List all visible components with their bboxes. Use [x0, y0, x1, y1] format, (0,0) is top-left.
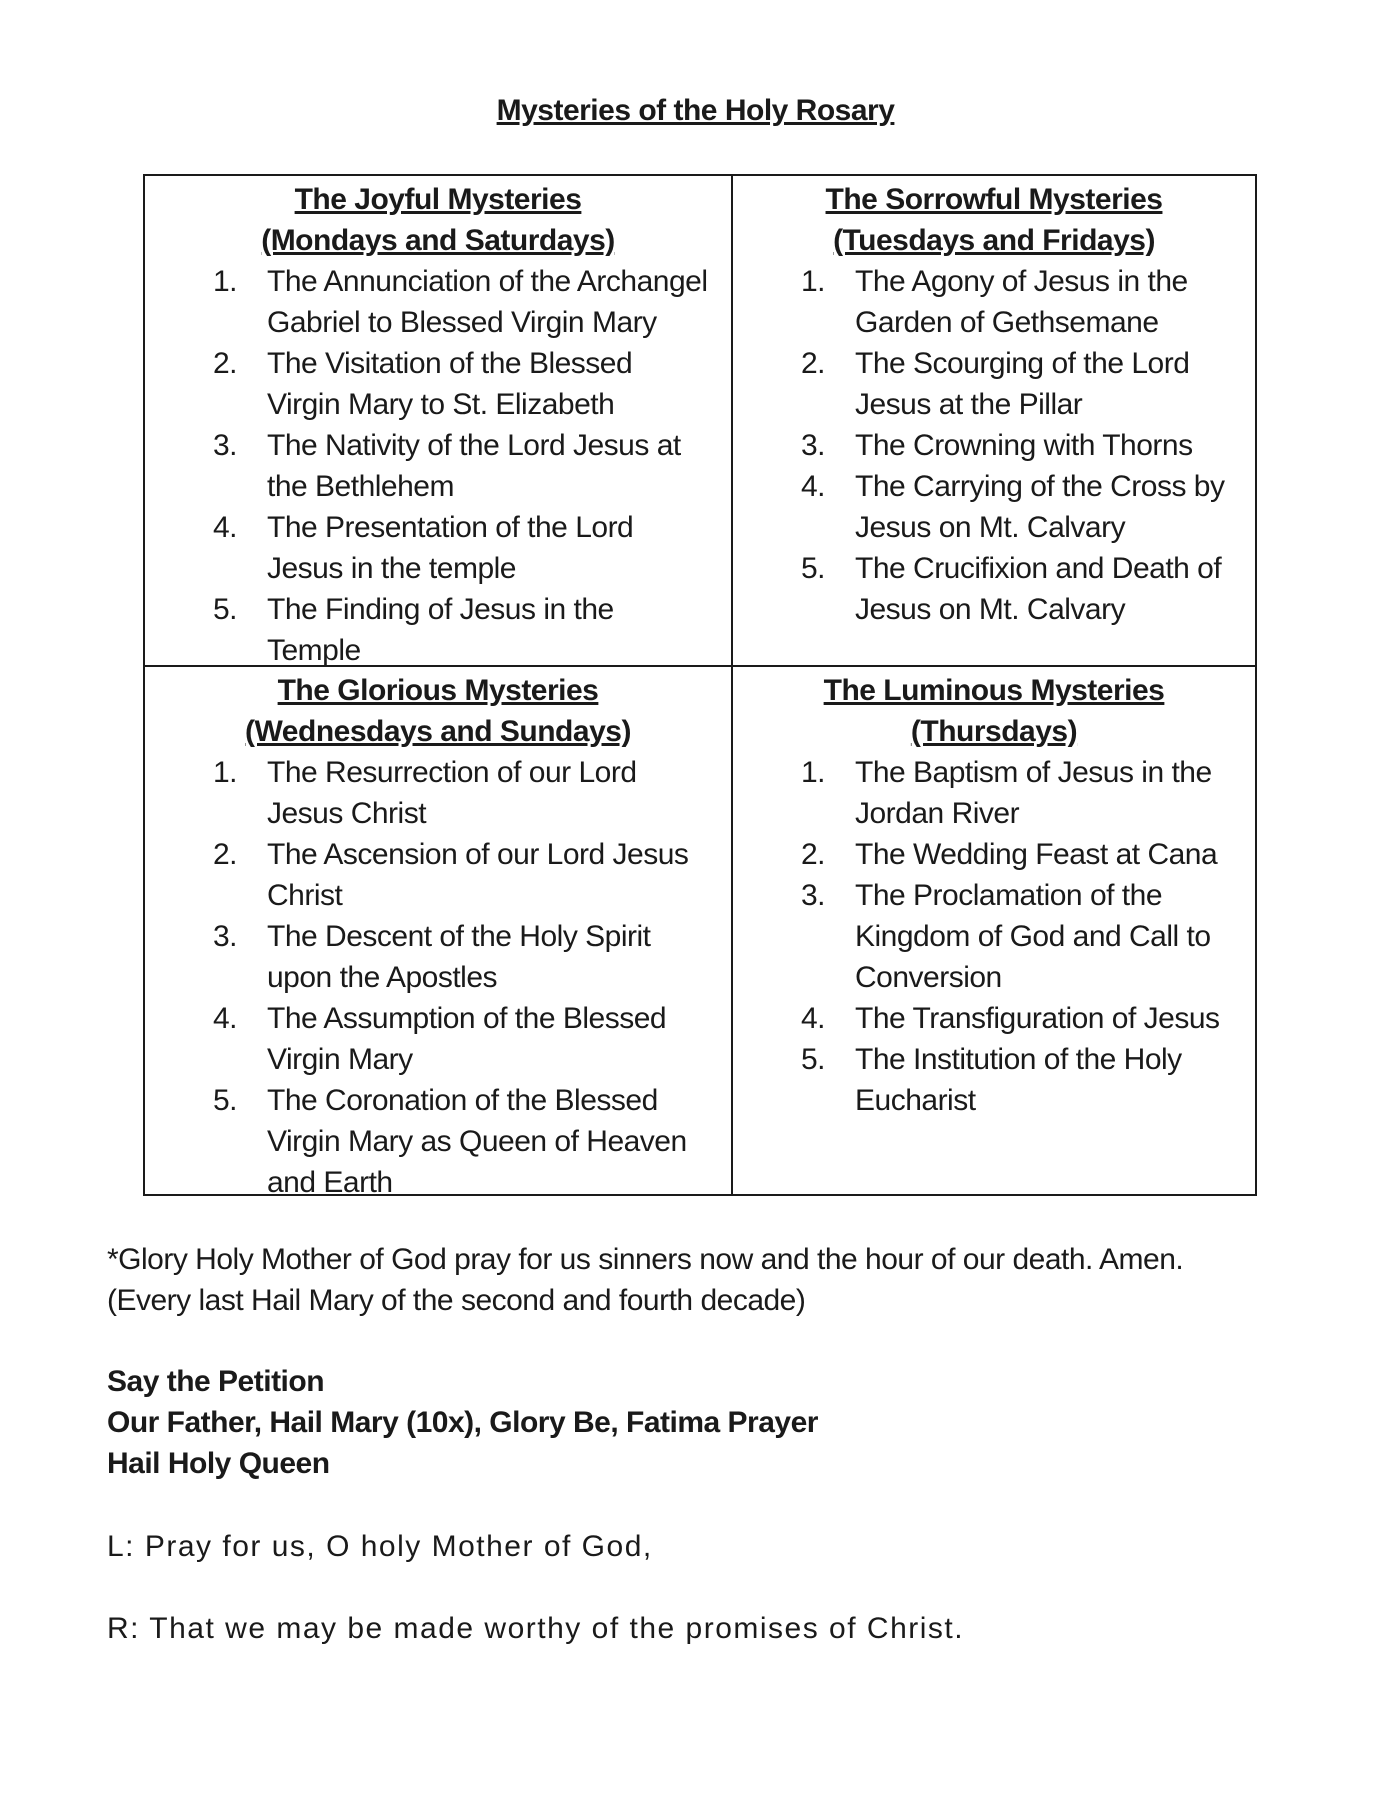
item-number: 1.	[801, 265, 826, 298]
item-text-line: Jesus on Mt. Calvary	[855, 511, 1126, 544]
item-number: 4.	[213, 511, 238, 544]
prayer-instruction-line: Say the Petition	[107, 1365, 325, 1398]
item-number: 4.	[801, 470, 826, 503]
prayer-instruction-line: Our Father, Hail Mary (10x), Glory Be, Fatima Prayer	[107, 1406, 818, 1439]
item-text-line: Conversion	[855, 961, 1002, 994]
item-text-line: Garden of Gethsemane	[855, 306, 1159, 339]
item-text-line: The Baptism of Jesus in the	[855, 756, 1212, 789]
glorious-mysteries-title: The Glorious Mysteries	[277, 674, 599, 707]
item-text-line: Jesus in the temple	[267, 552, 516, 585]
item-text-line: The Transfiguration of Jesus	[855, 1002, 1220, 1035]
item-text-line: Eucharist	[855, 1084, 976, 1117]
item-text-line: and Earth	[267, 1166, 393, 1199]
item-text-line: Kingdom of God and Call to	[855, 920, 1211, 953]
item-text-line: The Wedding Feast at Cana	[855, 838, 1218, 871]
item-text-line: upon the Apostles	[267, 961, 498, 994]
joyful-mysteries-cell	[145, 176, 731, 665]
sorrowful-mysteries-title: The Sorrowful Mysteries	[825, 183, 1163, 216]
response-line: R: That we may be made worthy of the promises of Christ.	[107, 1612, 965, 1645]
item-number: 5.	[801, 1043, 826, 1076]
item-text-line: The Nativity of the Lord Jesus at	[267, 429, 681, 462]
luminous-mysteries-list	[733, 752, 1255, 1121]
item-text-line: The Resurrection of our Lord	[267, 756, 637, 789]
list-item	[733, 343, 1255, 425]
item-text-line: The Presentation of the Lord	[267, 511, 634, 544]
item-text-line: the Bethlehem	[267, 470, 454, 503]
item-text-line: The Scourging of the Lord	[855, 347, 1190, 380]
item-number: 5.	[213, 1084, 238, 1117]
list-item	[733, 998, 1255, 1039]
item-text-line: The Annunciation of the Archangel	[267, 265, 708, 298]
item-text-line: Virgin Mary as Queen of Heaven	[267, 1125, 687, 1158]
item-number: 3.	[801, 879, 826, 912]
item-number: 4.	[213, 1002, 238, 1035]
item-number: 5.	[801, 552, 826, 585]
item-text-line: The Coronation of the Blessed	[267, 1084, 658, 1117]
list-item	[145, 425, 731, 507]
item-number: 1.	[213, 265, 238, 298]
list-item	[145, 589, 731, 671]
item-number: 5.	[213, 593, 238, 626]
item-text-line: Gabriel to Blessed Virgin Mary	[267, 306, 657, 339]
item-text-line: Virgin Mary to St. Elizabeth	[267, 388, 615, 421]
list-item	[145, 834, 731, 916]
item-text-line: The Carrying of the Cross by	[855, 470, 1225, 503]
item-number: 1.	[801, 756, 826, 789]
list-item	[145, 998, 731, 1080]
item-text-line: The Visitation of the Blessed	[267, 347, 633, 380]
list-item	[145, 507, 731, 589]
mysteries-table	[143, 174, 1257, 1199]
item-text-line: Jordan River	[855, 797, 1020, 830]
item-text-line: The Ascension of our Lord Jesus	[267, 838, 689, 871]
item-number: 2.	[213, 347, 238, 380]
luminous-mysteries-cell	[733, 667, 1255, 1194]
leader-line: L: Pray for us, O holy Mother of God,	[107, 1530, 653, 1563]
page-title: Mysteries of the Holy Rosary	[496, 94, 895, 127]
item-text-line: Virgin Mary	[267, 1043, 413, 1076]
item-text-line: The Finding of Jesus in the	[267, 593, 614, 626]
item-text-line: The Proclamation of the	[855, 879, 1163, 912]
item-number: 3.	[801, 429, 826, 462]
glorious-mysteries-cell	[145, 667, 731, 1199]
glorious-mysteries-heading	[145, 670, 731, 752]
glorious-mysteries-days: (Wednesdays and Sundays)	[245, 715, 631, 748]
list-item	[733, 752, 1255, 834]
list-item	[733, 875, 1255, 998]
list-item	[145, 343, 731, 425]
sorrowful-mysteries-cell	[733, 176, 1255, 665]
list-item	[733, 425, 1255, 466]
glory-note-line: *Glory Holy Mother of God pray for us sinners now and the hour of our death. Amen.	[107, 1243, 1184, 1276]
list-item	[733, 548, 1255, 630]
item-number: 2.	[801, 347, 826, 380]
glory-note-line: (Every last Hail Mary of the second and fourth decade)	[107, 1284, 806, 1317]
joyful-mysteries-heading	[145, 179, 731, 261]
item-number: 3.	[213, 920, 238, 953]
glorious-mysteries-list	[145, 752, 731, 1203]
list-item	[733, 261, 1255, 343]
joyful-mysteries-title: The Joyful Mysteries	[294, 183, 582, 216]
glory-note	[107, 1239, 1307, 1321]
item-text-line: The Institution of the Holy	[855, 1043, 1182, 1076]
item-text-line: Jesus on Mt. Calvary	[855, 593, 1126, 626]
list-item	[145, 916, 731, 998]
item-number: 3.	[213, 429, 238, 462]
list-item	[733, 1039, 1255, 1121]
item-text-line: Jesus at the Pillar	[855, 388, 1083, 421]
list-item	[733, 466, 1255, 548]
item-text-line: The Assumption of the Blessed	[267, 1002, 667, 1035]
list-item	[145, 261, 731, 343]
item-number: 2.	[801, 838, 826, 871]
joyful-mysteries-list	[145, 261, 731, 671]
list-item	[145, 752, 731, 834]
list-item	[733, 834, 1255, 875]
prayer-instructions	[107, 1361, 1307, 1484]
luminous-mysteries-heading	[733, 670, 1255, 752]
joyful-mysteries-days: (Mondays and Saturdays)	[261, 224, 615, 257]
item-text-line: Christ	[267, 879, 343, 912]
sorrowful-mysteries-list	[733, 261, 1255, 630]
luminous-mysteries-days: (Thursdays)	[910, 715, 1078, 748]
sorrowful-mysteries-days: (Tuesdays and Fridays)	[833, 224, 1155, 257]
item-text-line: Temple	[267, 634, 361, 667]
item-text-line: The Crucifixion and Death of	[855, 552, 1222, 585]
sorrowful-mysteries-heading	[733, 179, 1255, 261]
item-number: 1.	[213, 756, 238, 789]
item-number: 2.	[213, 838, 238, 871]
item-text-line: The Crowning with Thorns	[855, 429, 1193, 462]
prayer-instruction-line: Hail Holy Queen	[107, 1447, 330, 1480]
list-item	[145, 1080, 731, 1203]
item-text-line: The Agony of Jesus in the	[855, 265, 1188, 298]
item-text-line: Jesus Christ	[267, 797, 427, 830]
luminous-mysteries-title: The Luminous Mysteries	[823, 674, 1165, 707]
item-number: 4.	[801, 1002, 826, 1035]
item-text-line: The Descent of the Holy Spirit	[267, 920, 651, 953]
